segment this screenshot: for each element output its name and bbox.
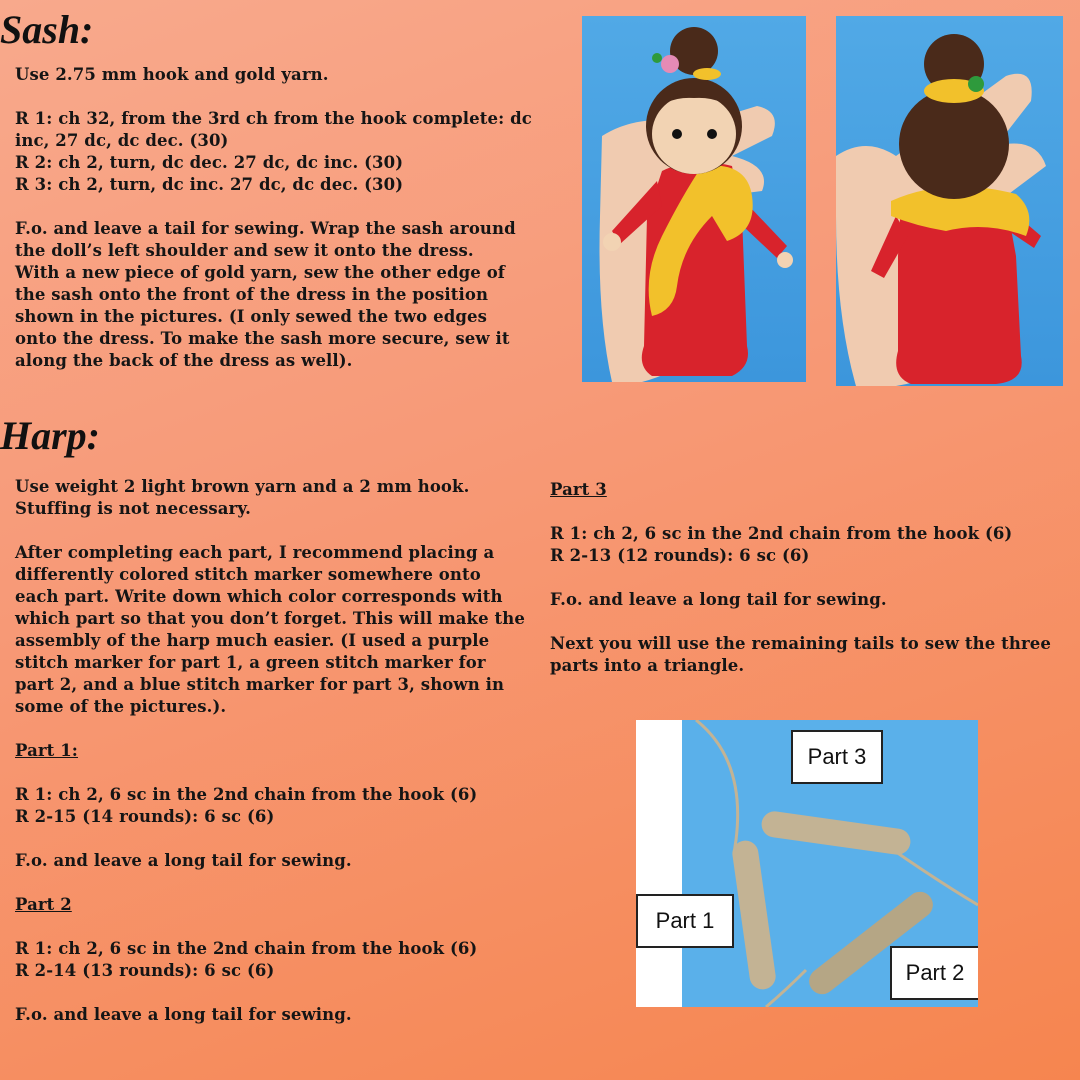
harp-left-column bbox=[15, 476, 535, 1026]
harp-intro: Use weight 2 light brown yarn and a 2 mm hook. Stuffing is not necessary. bbox=[15, 477, 470, 518]
doll-back-illustration bbox=[836, 16, 1063, 386]
harp-heading: Harp: bbox=[0, 413, 100, 458]
harp-assembly: Next you will use the remaining tails to sew the three parts into a triangle. bbox=[550, 634, 1051, 675]
harp-right-column bbox=[550, 479, 1070, 677]
part3-title: Part 3 bbox=[550, 480, 607, 499]
sash-finish: F.o. and leave a tail for sewing. Wrap the sash around the doll’s left shoulder and sew it onto the dress. With a new piece of gold yarn, sew the other edge of the sash onto the front of the dress in the position shown in the pictures. (I only sewed the two edges onto the dress. To make the sash more secure, sew it along the back of the dress as well). bbox=[15, 219, 516, 370]
part2-finish: F.o. and leave a long tail for sewing. bbox=[15, 1005, 352, 1024]
part3-row-1: R 1: ch 2, 6 sc in the 2nd chain from the hook (6) bbox=[550, 524, 1013, 543]
sash-instructions bbox=[15, 64, 545, 372]
harp-advice: After completing each part, I recommend placing a differently colored stitch marker somewhere onto each part. Write down which color corresponds with which part so that you don’t forget. This will make the assembly of the harp much easier. (I used a purple stitch marker for part 1, a green stitch marker for part 2, and a blue stitch marker for part 3, shown in some of the pictures.). bbox=[15, 543, 525, 716]
part2-row-1: R 1: ch 2, 6 sc in the 2nd chain from the hook (6) bbox=[15, 939, 478, 958]
part1-row-2: R 2-15 (14 rounds): 6 sc (6) bbox=[15, 807, 275, 826]
doll-front-photo bbox=[582, 16, 806, 382]
part1-label: Part 1 bbox=[636, 894, 734, 948]
part3-row-2: R 2-13 (12 rounds): 6 sc (6) bbox=[550, 546, 810, 565]
part2-row-2: R 2-14 (13 rounds): 6 sc (6) bbox=[15, 961, 275, 980]
doll-front-illustration bbox=[582, 16, 806, 382]
part2-title: Part 2 bbox=[15, 895, 72, 914]
part1-finish: F.o. and leave a long tail for sewing. bbox=[15, 851, 352, 870]
sash-row-2: R 2: ch 2, turn, dc dec. 27 dc, dc inc. (30) bbox=[15, 153, 404, 172]
part2-label: Part 2 bbox=[890, 946, 978, 1000]
part3-finish: F.o. and leave a long tail for sewing. bbox=[550, 590, 887, 609]
sash-row-3: R 3: ch 2, turn, dc inc. 27 dc, dc dec. (30) bbox=[15, 175, 404, 194]
doll-back-photo bbox=[836, 16, 1063, 386]
part1-row-1: R 1: ch 2, 6 sc in the 2nd chain from the hook (6) bbox=[15, 785, 478, 804]
harp-parts-photo bbox=[636, 720, 978, 1007]
part1-title: Part 1: bbox=[15, 741, 78, 760]
sash-intro: Use 2.75 mm hook and gold yarn. bbox=[15, 65, 329, 84]
sash-row-1: R 1: ch 32, from the 3rd ch from the hook complete: dc inc, 27 dc, dc dec. (30) bbox=[15, 109, 532, 150]
part3-label: Part 3 bbox=[791, 730, 883, 784]
sash-heading: Sash: bbox=[0, 7, 94, 52]
